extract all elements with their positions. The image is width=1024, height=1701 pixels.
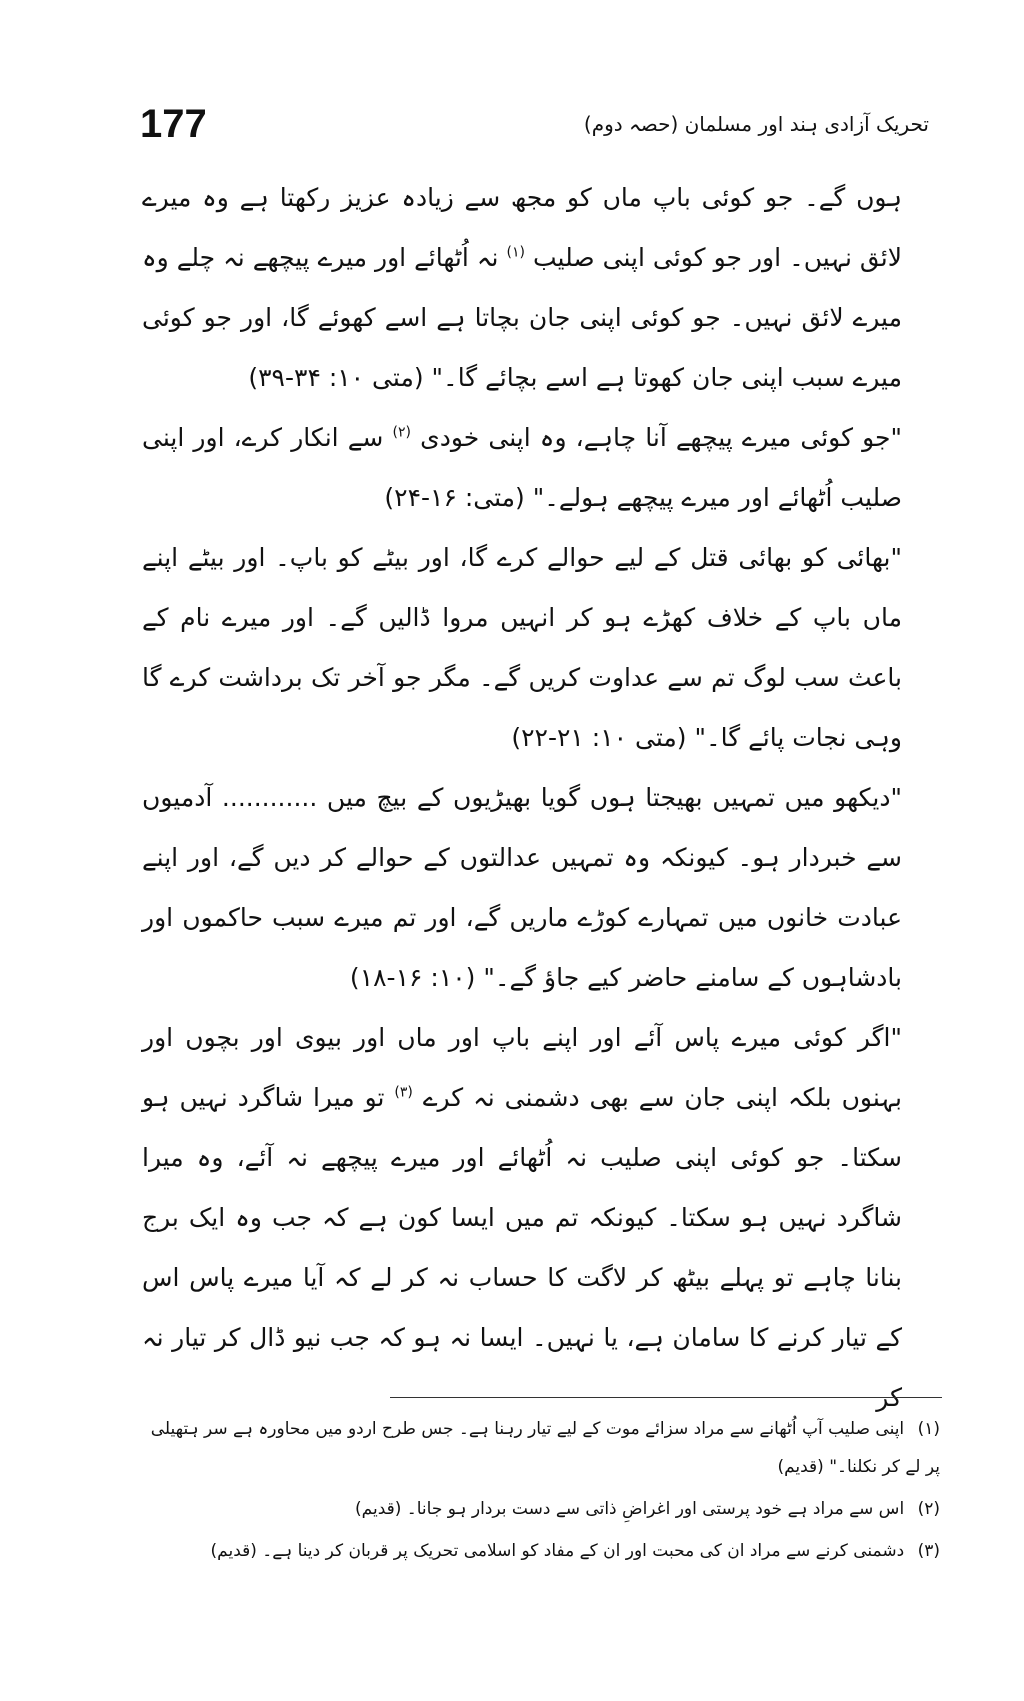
paragraph xyxy=(142,528,902,768)
footnotes xyxy=(150,1410,940,1574)
scripture-reference: (متی ۱۰: ۳۴-۳۹) xyxy=(248,363,424,392)
footnote-text: دشمنی کرنے سے مراد ان کی محبت اور ان کے مفاد کو اسلامی تحریک پر قربان کر دینا ہے۔ (قدیم) xyxy=(210,1541,905,1561)
footnote xyxy=(150,1410,940,1486)
paragraph-text: تو میرا شاگرد نہیں ہو سکتا۔ جو کوئی اپنی صلیب نہ اُٹھائے اور میرے پیچھے نہ آئے، وہ میرا شاگرد نہیں ہو سکتا۔ کیونکہ تم میں ایسا کون ہے کہ جب وہ ایک برج بنانا چاہے تو پہلے بیٹھ کر لاگت کا حساب نہ کر لے کہ آیا میرے پاس اس کے تیار کرنے کا سامان ہے، یا نہیں۔ ایسا نہ ہو کہ جب نیو ڈال کر تیار نہ کر xyxy=(142,1083,902,1412)
paragraph-text: "جو کوئی میرے پیچھے آنا چاہے، وہ اپنی خودی xyxy=(420,423,903,452)
paragraph xyxy=(142,1008,902,1428)
paragraph-text: "دیکھو میں تمہیں بھیجتا ہوں گویا بھیڑیوں کے بیچ میں ............ آدمیوں سے خبردار ہو۔ کیونکہ وہ تمہیں عدالتوں کے حوالے کر دیں گے، اور اپنے عبادت خانوں میں تمہارے کوڑے ماریں گے، اور تم میرے سبب حاکموں اور بادشاہوں کے سامنے حاضر کیے جاؤ گے۔" xyxy=(142,783,902,992)
footnote-marker: (۲) xyxy=(392,424,411,441)
paragraph xyxy=(142,768,902,1008)
footnote-number: (۱) xyxy=(917,1419,940,1439)
paragraph xyxy=(142,168,902,408)
page-number: 177 xyxy=(140,102,207,146)
paragraph xyxy=(142,408,902,528)
paragraph-text: "اگر کوئی میرے پاس آئے اور اپنے باپ اور ماں اور بیوی اور بچوں اور بہنوں بلکہ اپنی جان سے بھی دشمنی نہ کرے xyxy=(142,1023,903,1112)
scripture-reference: (متی ۱۰: ۲۱-۲۲) xyxy=(511,723,687,752)
body-text xyxy=(142,168,902,1428)
page-header xyxy=(140,98,929,154)
footnote-marker: (۳) xyxy=(394,1084,413,1101)
footnote xyxy=(150,1532,940,1570)
footnote-text: اپنی صلیب آپ اُٹھانے سے مراد سزائے موت کے لیے تیار رہنا ہے۔ جس طرح اردو میں محاورہ ہے سر ہتھیلی پر لے کر نکلنا۔" (قدیم) xyxy=(150,1419,940,1477)
paragraph-text: نہ اُٹھائے اور میرے پیچھے نہ چلے وہ میرے لائق نہیں۔ جو کوئی اپنی جان بچاتا ہے اسے کھوئے گا، اور جو کوئی میرے سبب اپنی جان کھوتا ہے اسے بچائے گا۔" xyxy=(142,243,902,392)
running-title: تحریک آزادی ہند اور مسلمان (حصہ دوم) xyxy=(583,112,929,136)
footnote-number: (۳) xyxy=(917,1541,940,1561)
footnote-marker: (۱) xyxy=(506,244,525,261)
footnote-text: اس سے مراد ہے خود پرستی اور اغراضِ ذاتی سے دست بردار ہو جانا۔ (قدیم) xyxy=(355,1499,905,1519)
paragraph-text: سے انکار کرے، اور اپنی صلیب اُٹھائے اور میرے پیچھے ہولے۔" xyxy=(142,423,902,512)
paragraph-text: "بھائی کو بھائی قتل کے لیے حوالے کرے گا، اور بیٹے کو باپ۔ اور بیٹے اپنے ماں باپ کے خلاف کھڑے ہو کر انہیں مروا ڈالیں گے۔ اور میرے نام کے باعث سب لوگ تم سے عداوت کریں گے۔ مگر جو آخر تک برداشت کرے گا وہی نجات پائے گا۔" xyxy=(142,543,902,752)
scripture-reference: (۱۰: ۱۶-۱۸) xyxy=(349,963,476,992)
scripture-reference: (متی: ۱۶-۲۴) xyxy=(384,483,525,512)
paragraph-text: ہوں گے۔ جو کوئی باپ ماں کو مجھ سے زیادہ عزیز رکھتا ہے وہ میرے لائق نہیں۔ اور جو کوئی اپنی صلیب xyxy=(142,183,903,272)
footnote-divider xyxy=(390,1397,942,1398)
footnote xyxy=(150,1490,940,1528)
footnote-number: (۲) xyxy=(917,1499,940,1519)
